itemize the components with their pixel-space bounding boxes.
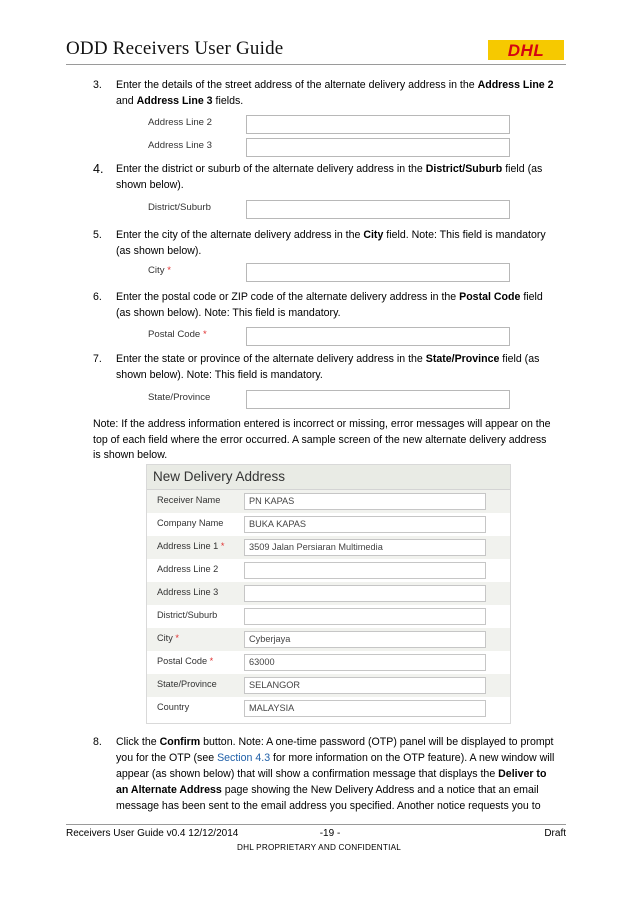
step-text: and xyxy=(116,95,137,107)
form-input[interactable] xyxy=(244,700,486,717)
step-4 xyxy=(93,161,563,193)
form-row-label xyxy=(157,564,218,574)
error-note xyxy=(93,417,565,464)
step-5 xyxy=(93,227,563,259)
step-text: page showing the New Delivery Address and a notice that an email xyxy=(221,784,539,796)
step-text: field. Note: This field is mandatory xyxy=(383,229,546,241)
form-input[interactable] xyxy=(244,562,486,579)
step-text: Enter the postal code or ZIP code of the alternate delivery address in the xyxy=(116,291,460,303)
new-delivery-address-form xyxy=(146,464,511,724)
field-label: Address Line 3 xyxy=(148,140,212,151)
postal-code-label: Postal Code xyxy=(148,329,201,340)
form-label-text: City xyxy=(157,633,173,643)
step-bold-text: State/Province xyxy=(425,353,500,365)
footer-right: Draft xyxy=(544,828,566,839)
form-input[interactable] xyxy=(244,654,486,671)
step-text: field (as xyxy=(502,163,543,175)
step-text: shown below). Note: This field is mandatory. xyxy=(116,369,323,381)
step-text: fields. xyxy=(212,95,244,107)
form-row xyxy=(147,605,510,628)
footer-left: Receivers User Guide v0.4 12/12/2014 xyxy=(66,828,239,839)
city-input[interactable] xyxy=(246,263,510,282)
form-row-label xyxy=(157,633,179,643)
form-input-value: Cyberjaya xyxy=(249,634,291,644)
form-input[interactable] xyxy=(244,539,486,556)
step-6 xyxy=(93,289,563,321)
district-suburb-field xyxy=(148,200,510,218)
form-input[interactable] xyxy=(244,516,486,533)
step-text: field (as xyxy=(499,353,540,365)
state-province-input[interactable] xyxy=(246,390,510,409)
step-bold-text: District/Suburb xyxy=(425,163,503,175)
step-number: 3. xyxy=(93,79,102,91)
form-row xyxy=(147,628,510,651)
form-title: New Delivery Address xyxy=(153,469,286,484)
step-bold-text: Address Line 2 xyxy=(477,79,554,91)
required-mark: * xyxy=(220,541,225,551)
form-input[interactable] xyxy=(244,631,486,648)
address-line-3-field xyxy=(148,138,510,156)
step-text: you for the OTP (see xyxy=(116,752,218,764)
step-text: for more information on the OTP feature). A new window will xyxy=(270,752,555,764)
field-label xyxy=(148,265,171,276)
form-input-value: 3509 Jalan Persiaran Multimedia xyxy=(249,542,383,552)
required-mark: * xyxy=(175,633,179,643)
district-suburb-input[interactable] xyxy=(246,200,510,219)
address-line-3-input[interactable] xyxy=(246,138,510,157)
form-label-text: Country xyxy=(157,702,190,712)
step-text: Click the xyxy=(116,736,160,748)
state-province-field xyxy=(148,390,510,408)
form-row-label xyxy=(157,679,217,689)
form-label-text: Company Name xyxy=(157,518,224,528)
note-text: is shown below. xyxy=(93,449,168,461)
form-label-text: Receiver Name xyxy=(157,495,221,505)
form-label-text: State/Province xyxy=(157,679,217,689)
step-text: field xyxy=(520,291,543,303)
step-text: (as shown below). xyxy=(116,245,202,257)
note-text: top of each field where the error occurred. A sample screen of the new alternate delivery address xyxy=(93,433,547,446)
form-label-text: District/Suburb xyxy=(157,610,218,620)
section-4-3-link[interactable]: Section 4.3 xyxy=(217,752,271,764)
form-row-label xyxy=(157,702,189,712)
dhl-logo xyxy=(488,40,564,60)
field-label xyxy=(148,329,207,340)
step-text: (as shown below). Note: This field is mandatory. xyxy=(116,307,341,319)
step-text: Enter the state or province of the alternate delivery address in the xyxy=(116,353,426,365)
step-bold-text: an Alternate Address xyxy=(116,784,222,796)
required-mark: * xyxy=(167,265,171,276)
page-header-title: ODD Receivers User Guide xyxy=(66,38,284,59)
address-line-2-field xyxy=(148,115,510,133)
form-input[interactable] xyxy=(244,608,486,625)
note-text: Note: If the address information entered is incorrect or missing, error messages will appear on the xyxy=(93,418,551,430)
form-row xyxy=(147,582,510,605)
footer-confidential: DHL PROPRIETARY AND CONFIDENTIAL xyxy=(237,843,401,852)
form-input-value: 63000 xyxy=(249,657,275,667)
form-input[interactable] xyxy=(244,677,486,694)
footer-divider xyxy=(66,824,566,825)
step-7 xyxy=(93,351,563,383)
form-row xyxy=(147,697,510,720)
step-text: message has been sent to the email address you specified. Another notice requests you to xyxy=(116,800,541,812)
form-input[interactable] xyxy=(244,493,486,510)
step-bold-text: Deliver to xyxy=(498,768,547,780)
city-label: City xyxy=(148,265,165,276)
form-input-value: PN KAPAS xyxy=(249,496,295,506)
step-bold-text: Address Line 3 xyxy=(136,95,213,107)
form-row-label xyxy=(157,495,220,505)
required-mark: * xyxy=(209,656,214,666)
step-text: Enter the district or suburb of the alternate delivery address in the xyxy=(116,163,426,175)
postal-code-field xyxy=(148,327,510,345)
form-title-bar xyxy=(147,465,510,490)
step-number: 5. xyxy=(93,229,102,241)
step-text: shown below). xyxy=(116,179,184,191)
step-text: button. Note: A one-time password (OTP) panel will be displayed to prompt xyxy=(200,736,554,748)
form-input-value: MALAYSIA xyxy=(249,703,295,713)
form-label-text: Address Line 3 xyxy=(157,587,219,597)
form-input[interactable] xyxy=(244,585,486,602)
step-number: 6. xyxy=(93,291,102,303)
form-row xyxy=(147,513,510,536)
form-input-value: SELANGOR xyxy=(249,680,301,690)
step-text: Enter the details of the street address of the alternate delivery address in the xyxy=(116,79,478,91)
form-row-label xyxy=(157,518,223,528)
form-row-label xyxy=(157,587,218,597)
required-mark: * xyxy=(202,329,207,340)
step-number: 4. xyxy=(93,162,104,176)
step-text: appear (as shown below) that will show a confirmation message that displays the xyxy=(116,768,499,780)
step-number: 7. xyxy=(93,353,102,365)
step-bold-text: Postal Code xyxy=(459,291,521,303)
address-line-2-input[interactable] xyxy=(246,115,510,134)
step-number: 8. xyxy=(93,736,102,748)
step-bold-text: City xyxy=(363,229,384,241)
form-row-label xyxy=(157,541,224,551)
step-bold-text: Confirm xyxy=(159,736,201,748)
footer-page-number: -19 - xyxy=(319,828,341,839)
step-8 xyxy=(93,734,563,814)
form-label-text: Address Line 2 xyxy=(157,564,219,574)
header-divider xyxy=(66,64,566,65)
form-row xyxy=(147,536,510,559)
dhl-logo-text: DHL xyxy=(507,40,545,60)
city-field xyxy=(148,263,510,281)
form-row xyxy=(147,490,510,513)
form-label-text: Postal Code xyxy=(157,656,208,666)
form-label-text: Address Line 1 xyxy=(157,541,219,551)
form-row-label xyxy=(157,610,217,620)
field-label: District/Suburb xyxy=(148,202,211,213)
form-row xyxy=(147,651,510,674)
step-3 xyxy=(93,77,563,109)
form-row-label xyxy=(157,656,213,666)
field-label: State/Province xyxy=(148,392,211,403)
step-text: Enter the city of the alternate delivery address in the xyxy=(116,229,364,241)
form-row xyxy=(147,559,510,582)
postal-code-input[interactable] xyxy=(246,327,510,346)
form-input-value: BUKA KAPAS xyxy=(249,519,307,529)
field-label: Address Line 2 xyxy=(148,117,212,128)
form-row xyxy=(147,674,510,697)
